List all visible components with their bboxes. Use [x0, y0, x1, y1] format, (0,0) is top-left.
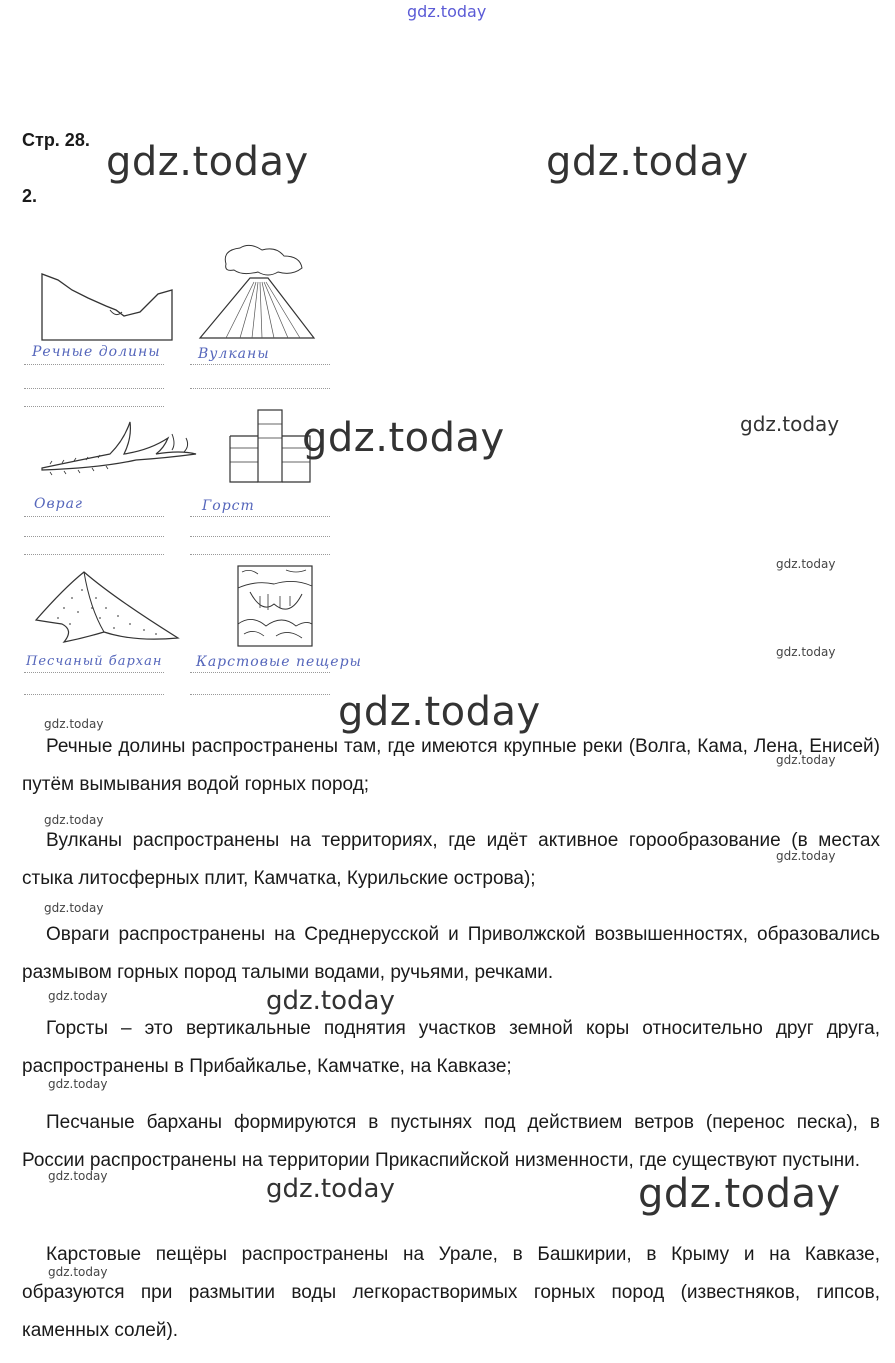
watermark: gdz.today — [48, 1077, 108, 1091]
answer-line — [190, 672, 330, 673]
watermark: gdz.today — [740, 412, 840, 436]
watermark: gdz.today — [266, 986, 395, 1016]
answer-line — [24, 672, 164, 673]
watermark: gdz.today — [48, 1169, 108, 1183]
answer-line — [190, 516, 330, 517]
task-number: 2. — [22, 186, 38, 206]
watermark: gdz.today — [44, 813, 104, 827]
watermark: gdz.today — [776, 849, 836, 863]
paragraph-horsts: Горсты – это вертикальные поднятия участков земной коры относительно друг друга, распространены в Прибайкалье, Камчатке, на Кавказе; — [22, 1018, 880, 1077]
watermark: gdz.today — [546, 139, 749, 185]
watermark: gdz.today — [302, 415, 505, 461]
answer-line — [24, 536, 164, 537]
watermark: gdz.today — [338, 689, 541, 735]
watermark: gdz.today — [776, 645, 836, 659]
watermark: gdz.today — [638, 1171, 841, 1217]
figure-label-karst-cave: Карстовые пещеры — [196, 654, 362, 670]
answer-line — [24, 554, 164, 555]
answer-line — [190, 388, 330, 389]
answer-line — [190, 694, 330, 695]
watermark: gdz.today — [106, 139, 309, 185]
answer-line — [190, 364, 330, 365]
horst-icon — [228, 408, 312, 484]
answer-line — [24, 364, 164, 365]
paragraph-ravines: Овраги распространены на Среднерусской и Приволжской возвышенностях, образовались размывом горных пород талыми водами, ручьями, речками. — [22, 924, 880, 983]
ravine-icon — [40, 420, 200, 480]
sand-dune-icon — [34, 568, 180, 648]
watermark: gdz.today — [266, 1174, 395, 1204]
answer-line — [24, 388, 164, 389]
answer-line — [190, 536, 330, 537]
paragraph-sand-dunes: Песчаные барханы формируются в пустынях под действием ветров (перенос песка), в России распространены на территории Прикаспийской низменности, где существуют пустыни. — [22, 1112, 880, 1171]
watermark: gdz.today — [776, 753, 836, 767]
paragraph-karst-caves: Карстовые пещёры распространены на Урале, в Башкирии, в Крыму и на Кавказе, образуются при размытии воды легкорастворимых горных пород (известняков, гипсов, каменных солей). — [22, 1244, 880, 1341]
watermark: gdz.today — [44, 901, 104, 915]
watermark-top: gdz.today — [407, 2, 487, 21]
volcano-icon — [196, 242, 328, 342]
answer-line — [24, 694, 164, 695]
watermark: gdz.today — [44, 717, 104, 731]
figure-label-sand-dune: Песчаный бархан — [26, 654, 163, 669]
figure-label-river-valley: Речные долины — [32, 344, 161, 360]
figure-label-ravine: Овраг — [34, 496, 84, 512]
page-heading: Стр. 28. — [22, 130, 90, 150]
figure-label-volcano: Вулканы — [198, 346, 270, 362]
river-valley-icon — [40, 272, 174, 342]
paragraph-volcanoes: Вулканы распространены на территориях, где идёт активное горообразование (в местах стыка литосферных плит, Камчатка, Курильские острова); — [22, 830, 880, 889]
figure-label-horst: Горст — [202, 498, 255, 514]
answer-line — [24, 406, 164, 407]
karst-cave-icon — [236, 564, 314, 648]
paragraph-river-valleys: Речные долины распространены там, где имеются крупные реки (Волга, Кама, Лена, Енисей) путём вымывания водой горных пород; — [22, 736, 880, 795]
watermark: gdz.today — [48, 1265, 108, 1279]
watermark: gdz.today — [776, 557, 836, 571]
answer-line — [24, 516, 164, 517]
watermark: gdz.today — [48, 989, 108, 1003]
answer-line — [190, 554, 330, 555]
